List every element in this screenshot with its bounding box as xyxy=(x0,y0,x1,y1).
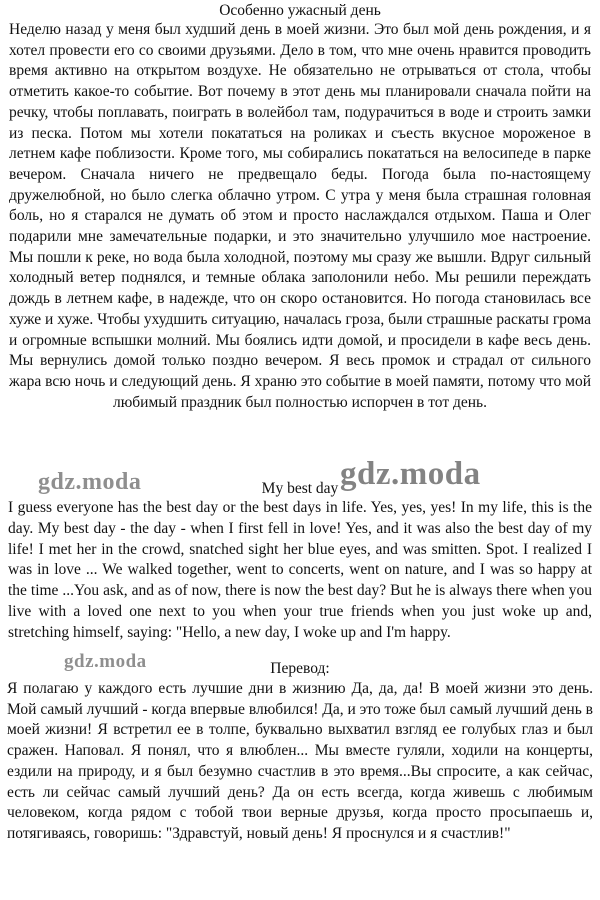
translation-title: Перевод: xyxy=(270,660,330,677)
english-story xyxy=(0,498,600,644)
russian-story-text: Неделю назад у меня был худший день в моей жизни. Это был мой день рождения, и я хотел провести его со своими друзьями. Дело в том, что мне очень нравится проводить время активно на открытом воздухе. Не обязательно не отрываться от стола, чтобы отметить какое-то событие. Вот почему в этот день мы планировали сначала пойти на речку, чтобы поплавать, поиграть в волейбол там, подурачиться в воде и строить замки из песка. Потом мы хотели покататься на роликах и съесть вкусное мороженое в летнем кафе поблизости. Кроме того, мы собирались покататься на велосипеде в парке вечером. Сначала ничего не предвещало беды. Погода была по-настоящему дружелюбной, но было слегка облачно утром. С утра у меня была страшная головная боль, но я старался не думать об этом и просто наслаждался отдыхом. Паша и Олег подарили мне замечательные подарки, и это значительно улучшило мое настроение. Мы пошли к реке, но вода была холодной, поэтому мы сразу же вышли. Вдруг сильный холодный ветер поднялся, и темные облака заполонили небо. Мы решили переждать дождь в летнем кафе, в надежде, что он скоро остановится. Но погода становилась все хуже и хуже. Чтобы ухудшить ситуацию, началась гроза, были страшные раскаты грома и огромные вспышки молний. Мы боялись идти домой, и просидели в кафе весь день. Мы вернулись домой только поздно вечером. Я весь промок и страдал от сильного жара всю ночь и следующий день. Я храню это событие в моей памяти, потому что мой любимый праздник был полностью испорчен в тот день. xyxy=(9,21,591,411)
english-story-text: I guess everyone has the best day or the best days in life. Yes, yes, yes! In my life, this is the day. My best day - the day - when I first fell in love! Yes, and it was also the best day of my life! I met her in the crowd, snatched sight her blue eyes, and was smitten. Spot. I realized I was in love ... We walked together, went to concerts, went on nature, and I was so happy at the time ...You ask, and as of now, there is now the best day? But he is always there when you live with a loved one next to you when your true friends when you just woke up and, stretching himself, saying: "Hello, a new day, I woke up and I'm happy. xyxy=(8,499,592,641)
russian-story-title: Особенно ужасный день xyxy=(219,2,381,19)
english-story-title: My best day xyxy=(261,480,339,497)
watermark-center: gdz.moda xyxy=(340,456,481,492)
watermark-left: gdz.moda xyxy=(38,469,142,495)
watermark-lower: gdz.moda xyxy=(64,651,147,672)
translation-text: Я полагаю у каждого есть лучшие дни в жизнию Да, да, да! В моей жизни это день. Мой самый лучший - когда впервые влюбился! Да, и это тоже был самый лучший день в моей жизни! Я встретил ее в толпе, буквально выхватил взгляд ее голубых глаз и был сражен. Наповал. Я понял, что я влюблен... Мы вместе гуляли, ходили на концерты, ездили на природу, и я был безумно счастлив в это время...Вы спросите, а как сейчас, есть ли сейчас самый лучший день? Да он есть всегда, когда живешь с любимым человеком, когда рядом с тобой твои верные друзья, когда просто просыпаешь и, потягиваясь, говоришь: "Здравстуй, новый день! Я проснулся и я счастлив!" xyxy=(7,680,593,842)
russian-story xyxy=(0,1,600,413)
translation xyxy=(0,679,600,845)
